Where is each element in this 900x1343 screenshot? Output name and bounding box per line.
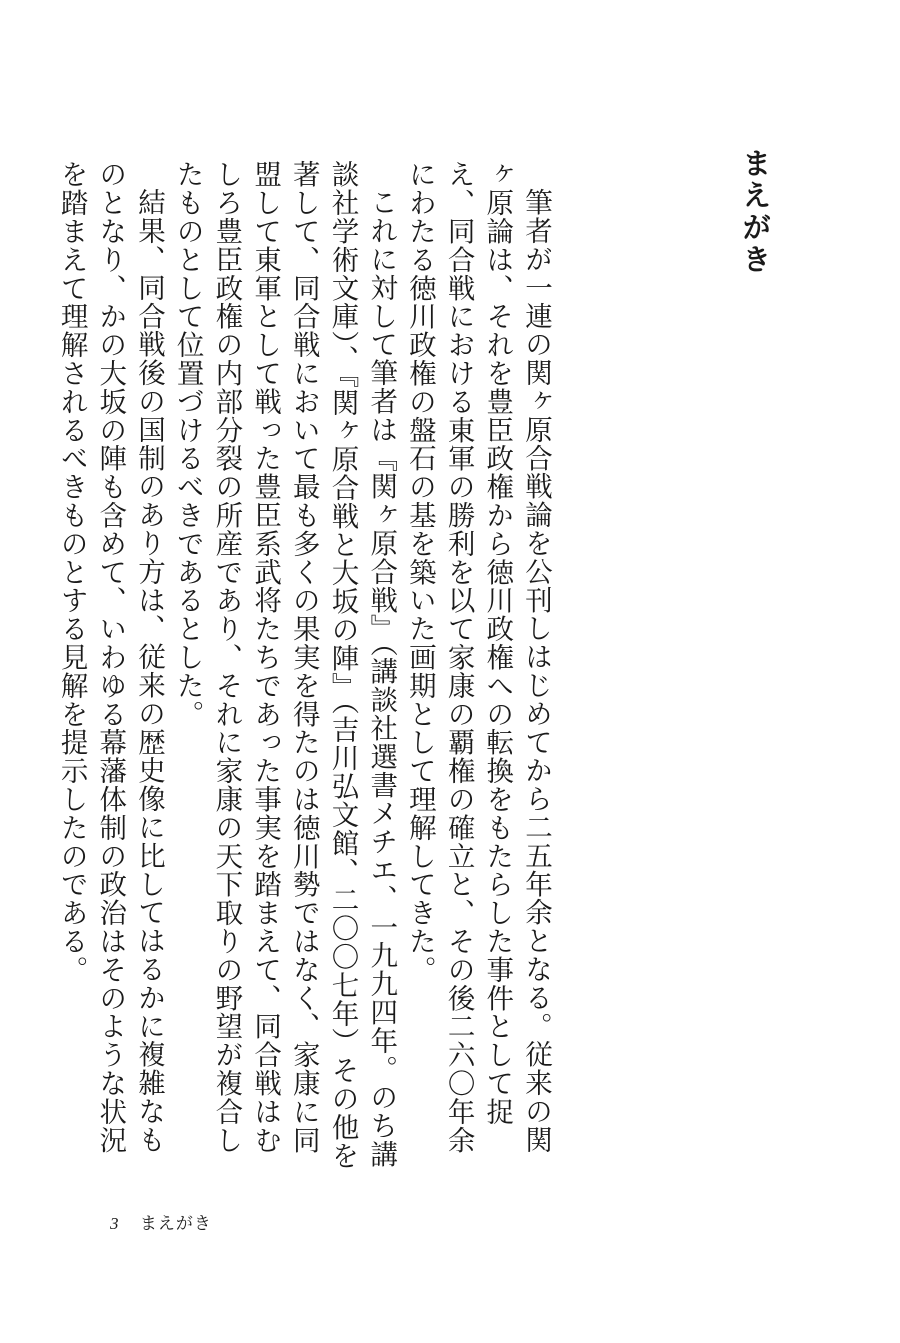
paragraph: 結果、同合戦後の国制のあり方は、従来の歴史像に比してはるかに複雑なものとなり、かの大坂の陣も含めて、いわゆる幕藩体制の政治はそのような状況を踏まえて理解されるべきものとする見解を提示したのである。	[55, 160, 165, 1154]
body-text	[52, 160, 555, 1170]
page-footer	[110, 1212, 212, 1236]
running-title: まえがき	[139, 1214, 212, 1234]
page-title: まえがき	[738, 148, 773, 276]
page-number: 3	[110, 1214, 119, 1233]
paragraph: これに対して筆者は『関ヶ原合戦』（講談社選書メチエ、一九九四年。のち講談社学術文庫）、『関ヶ原合戦と大坂の陣』（吉川弘文館、二〇〇七年）その他を著して、同合戦において最も多くの果実を得たのは徳川勢ではなく、家康に同盟して東軍として戦った豊臣系武将たちであった事実を踏まえて、同合戦はむしろ豊臣政権の内部分裂の所産であり、それに家康の天下取りの野望が複合したものとして位置づけるべきであるとした。	[171, 160, 398, 1170]
paragraph: 筆者が一連の関ヶ原合戦論を公刊しはじめてから二五年余となる。従来の関ヶ原論は、それを豊臣政権から徳川政権への転換をもたらした事件として捉え、同合戦における東軍の勝利を以て家康の覇権の確立と、その後二六〇年余にわたる徳川政権の盤石の基を築いた画期として理解してきた。	[403, 160, 552, 1154]
